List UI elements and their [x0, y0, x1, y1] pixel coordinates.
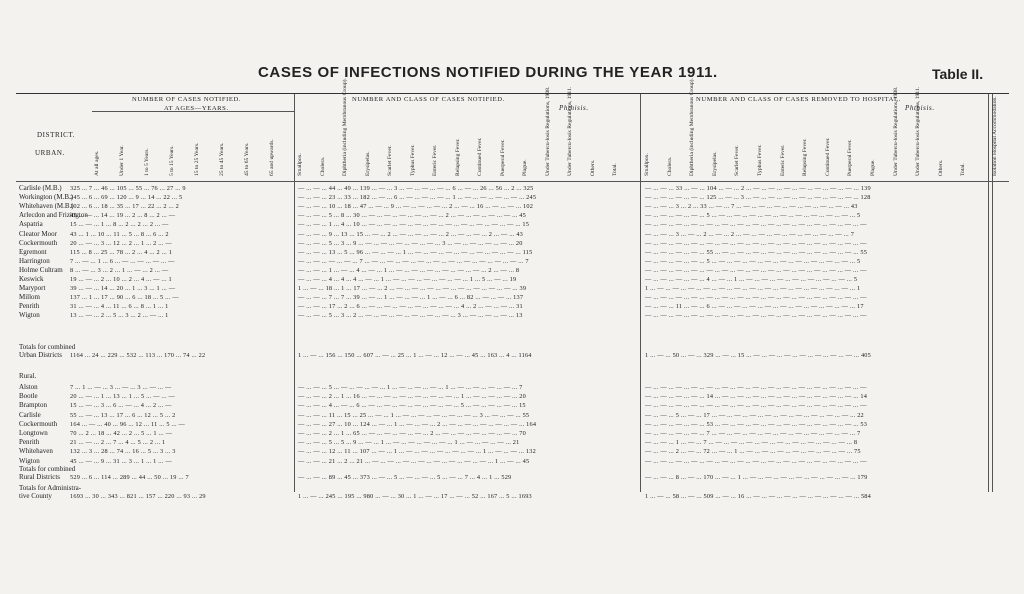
- removed-column-heading: Typhus Fever.: [757, 144, 763, 176]
- district-name: Urban Districts: [19, 351, 62, 359]
- ages-values: 7 ... — ... 1 ... 6 ... — ... — ... — ... —: [70, 257, 175, 265]
- removed-values: — ... — ... — ... — ... — ... — ... — ... — ... — ... — ... — ... — ... — ... — ... —: [645, 221, 867, 229]
- class-values: 1 ... — ... 156 ... 150 ... 607 ... — ... 25 ... 1 ... — ... 12 ... — ... 45 ... 163 ... 4 ... 1164: [298, 352, 532, 359]
- removed-values: — ... — ... 11 ... — ... 6 ... — ... — ... — ... — ... — ... — ... — ... — ... — ... 17: [645, 303, 864, 311]
- isolation-column-heading: Isolation Hospital Accommodation.: [992, 96, 998, 176]
- district-name: Carlisle: [19, 410, 41, 419]
- ages-class-separator: [294, 94, 295, 492]
- ages-values: 45 ... — ... 14 ... 19 ... 2 ... 8 ... 2 ... —: [70, 212, 176, 220]
- removed-values: — ... — ... 1 ... — ... 7 ... — ... — ... — ... — ... — ... — ... — ... — ... — ... 8: [645, 439, 858, 447]
- ages-values: 115 ... 8 ... 25 ... 78 ... 2 ... 4 ... 2 ... 1: [70, 248, 173, 256]
- removed-column-heading: Relapsing Fever.: [802, 138, 809, 176]
- class-column-heading: Relapsing Fever.: [454, 138, 461, 176]
- age-column-heading: 45 to 65 Years.: [244, 142, 250, 176]
- removed-column-heading: Others.: [937, 159, 944, 176]
- removed-column-heading: Puerperal Fever.: [847, 139, 854, 176]
- removed-values: — ... — ... — ... — ... — ... — ... — ... — ... — ... — ... — ... — ... — ... — ... —: [645, 294, 867, 302]
- ages-values: 70 ... 2 ... 18 ... 42 ... 2 ... 5 ... 1 ... —: [70, 430, 173, 437]
- removed-values: — ... — ... — ... — ... 5 ... — ... — ... — ... — ... — ... — ... — ... — ... — ... 5: [645, 212, 861, 220]
- class-values: — ... — ... 10 ... 18 ... 47 ... — ... 9 ... — ... — ... — ... 2 ... — ... 16 ... — ... — ... 102: [298, 203, 534, 211]
- removed-group-heading: NUMBER AND CLASS OF CASES REMOVED TO HOSPITAL.: [696, 96, 901, 103]
- removed-values: 1 ... — ... 50 ... — ... 329 ... — ... 15 ... — ... — ... — ... — ... — ... — ... — ... 405: [645, 352, 871, 359]
- ages-values: 1693 ... 30 ... 343 ... 821 ... 157 ... 220 ... 93 ... 29: [70, 493, 206, 500]
- removed-values: — ... — ... — ... — ... 7 ... — ... — ... — ... — ... — ... — ... — ... — ... — ... 7: [645, 430, 861, 437]
- class-values: — ... — ... 2 ... 1 ... 65 ... — ... — ... — ... — ... 2 ... — ... — ... — ... — ... — ... 70: [298, 430, 526, 437]
- ages-values: 15 ... — ... 1 ... 8 ... 2 ... 2 ... 2 ... —: [70, 221, 169, 229]
- removed-column-heading: Smallpox.: [644, 153, 650, 176]
- class-column-heading: Smallpox.: [297, 153, 303, 176]
- district-name: Cockermouth: [19, 419, 58, 428]
- class-column-heading: Continued Fever.: [477, 137, 483, 176]
- district-name: Cockermouth: [19, 238, 58, 247]
- ages-values: 13 ... — ... 2 ... 5 ... 3 ... 2 ... — ... 1: [70, 312, 169, 320]
- ages-values: 43 ... 1 ... 10 ... 11 ... 5 ... 8 ... 6 ... 2: [70, 230, 169, 238]
- district-name: Penrith: [19, 302, 40, 311]
- ages-values: 1164 ... 24 ... 229 ... 532 ... 113 ... 170 ... 74 ... 22: [70, 352, 206, 359]
- class-values: — ... — ... 21 ... 2 ... 21 ... — ... — ... — ... — ... — ... — ... — ... — ... 1 ... — ... 45: [298, 457, 530, 465]
- removed-column-heading: Continued Fever.: [824, 137, 831, 176]
- rural-heading: Rural.: [19, 372, 37, 380]
- ages-values: 8 ... — ... 3 ... 2 ... 1 ... — ... 2 ... —: [70, 266, 169, 274]
- phthisis-removed-heading: Phthisis.: [905, 104, 935, 112]
- removed-values: — ... — ... — ... — ... 125 ... — ... 3 ... — ... — ... — ... — ... — ... — ... — ... 128: [645, 194, 871, 202]
- removed-values: — ... — ... — ... — ... — ... — ... — ... — ... — ... — ... — ... — ... — ... — ... —: [645, 402, 867, 410]
- district-name: Workington (M.B.): [19, 193, 74, 202]
- removed-values: — ... — ... — ... — ... — ... — ... — ... — ... — ... — ... — ... — ... — ... — ... —: [645, 457, 867, 465]
- table-number-label: Table II.: [932, 66, 984, 82]
- class-column-heading: Others.: [589, 159, 596, 176]
- removed-column-heading: Under Tubercu-losis Regulations, 1908.: [892, 86, 899, 176]
- removed-values: 1 ... — ... 58 ... — ... 509 ... — ... 16 ... — ... — ... — ... — ... — ... — ... — ... 584: [645, 493, 871, 500]
- removed-values: — ... — ... 3 ... 2 ... 33 ... — ... 7 ... — ... — ... — ... — ... — ... — ... — ... 43: [645, 203, 858, 211]
- class-values: — ... — ... 2 ... 1 ... 16 ... — ... — ... — ... — ... — ... — ... 1 ... — ... — ... — ... 20: [298, 393, 526, 401]
- removed-values: — ... — ... 8 ... — ... 170 ... — ... 1 ... — ... — ... — ... — ... — ... — ... — ... 179: [645, 474, 868, 481]
- ages-values: 31 ... — ... 4 ... 11 ... 6 ... 8 ... 1 ... 1: [70, 303, 169, 311]
- ages-values: 529 ... 6 ... 114 ... 289 ... 44 ... 50 ... 19 ... 7: [70, 474, 189, 481]
- removed-values: — ... — ... — ... — ... 14 ... — ... — ... — ... — ... — ... — ... — ... — ... — ... 14: [645, 393, 868, 401]
- district-name: Wigton: [19, 311, 40, 320]
- removed-values: — ... — ... — ... — ... — ... — ... — ... — ... — ... — ... — ... — ... — ... — ... —: [645, 384, 867, 391]
- table-title: CASES OF INFECTIONS NOTIFIED DURING THE YEAR 1911.: [258, 64, 718, 81]
- class-values: — ... — ... 12 ... 11 ... 107 ... — ... 1 ... — ... — ... — ... — ... — ... 1 ... — ... — ... 132: [298, 448, 536, 456]
- removed-column-heading: Erysipelas.: [711, 151, 718, 176]
- district-name: Wigton: [19, 456, 40, 465]
- district-name: Harrington: [19, 256, 50, 265]
- district-name: Millom: [19, 293, 41, 302]
- class-values: — ... — ... 17 ... 2 ... 6 ... — ... — ... — ... — ... — ... — ... 4 ... 2 ... — ... — ... 31: [298, 303, 523, 311]
- class-column-heading: Plague.: [522, 159, 528, 176]
- ages-values: 39 ... — ... 14 ... 20 ... 1 ... 3 ... 1 ... —: [70, 285, 176, 293]
- district-name: Carlisle (M.B.): [19, 184, 62, 192]
- removed-column-heading: Total.: [960, 163, 967, 176]
- class-column-heading: Under Tubercu-losis Regulations, 1908.: [544, 86, 551, 176]
- class-column-heading: Cholera.: [319, 156, 326, 176]
- district-name: tive County: [19, 492, 52, 500]
- district-name: Egremont: [19, 247, 47, 256]
- ages-values: 15 ... — ... 3 ... 6 ... — ... 4 ... 2 ... —: [70, 402, 172, 410]
- removed-values: — ... — ... — ... — ... — ... — ... — ... — ... — ... — ... — ... — ... — ... — ... —: [645, 312, 867, 320]
- age-column-heading: 5 to 15 Years.: [169, 145, 175, 176]
- total-label: Totals for combined: [19, 343, 76, 351]
- district-name: Keswick: [19, 275, 44, 283]
- class-values: — ... — ... 5 ... 8 ... 30 ... — ... — ... — ... — ... — ... 2 ... — ... — ... — ... — ... 45: [298, 212, 526, 220]
- class-values: — ... — ... 11 ... 15 ... 25 ... — ... 1 ... — ... — ... — ... — ... — ... 3 ... — ... — ... 55: [298, 411, 530, 419]
- district-name: Rural Districts: [19, 473, 61, 481]
- age-column-heading: At all ages.: [94, 150, 100, 176]
- class-values: — ... — ... 5 ... — ... — ... — ... 1 ... — ... — ... — ... 1 ... — ... — ... — ... — ... 7: [298, 384, 523, 391]
- class-values: — ... — ... 13 ... 5 ... 96 ... — ... — ... 1 ... — ... — ... — ... — ... — ... — ... — ... 115: [298, 248, 533, 256]
- ages-values: 102 ... 6 ... 18 ... 35 ... 17 ... 22 ... 2 ... 2: [70, 203, 179, 211]
- class-values: — ... — ... 5 ... 5 ... 9 ... — ... 1 ... — ... — ... — ... — ... 1 ... — ... — ... — ... 21: [298, 439, 520, 447]
- class-values: — ... — ... 9 ... 13 ... 15 ... — ... 2 ... — ... — ... — ... 2 ... — ... — ... 2 ... — ... 43: [298, 230, 524, 238]
- removed-isolation-separator: [988, 94, 989, 492]
- ages-values: 45 ... — ... 9 ... 31 ... 3 ... 1 ... 1 ... —: [70, 457, 172, 465]
- district-name: Penrith: [19, 438, 40, 447]
- district-name: Maryport: [19, 284, 46, 293]
- removed-values: — ... — ... — ... — ... 55 ... — ... — ... — ... — ... — ... — ... — ... — ... — ... 55: [645, 248, 868, 256]
- class-values: — ... — ... 4 ... — ... 6 ... — ... — ... — ... — ... — ... — ... 5 ... — ... — ... — ... 15: [298, 402, 526, 410]
- class-values: 1 ... — ... 245 ... 195 ... 980 ... — ... 30 ... 1 ... — ... 17 ... — ... 52 ... 167 ... 5 ... 1693: [298, 493, 532, 500]
- ages-values: 132 ... 3 ... 28 ... 74 ... 16 ... 5 ... 3 ... 3: [70, 448, 176, 456]
- class-group-heading: NUMBER AND CLASS OF CASES NOTIFIED.: [352, 96, 505, 103]
- removed-column-heading: Cholera.: [666, 156, 673, 176]
- total-label: Totals for combined: [19, 465, 76, 473]
- class-values: — ... — ... 5 ... 3 ... 9 ... — ... — ... — ... — ... — ... 3 ... — ... — ... — ... — ... 20: [298, 239, 523, 247]
- ages-values: 19 ... — ... 2 ... 10 ... 2 ... 4 ... — ... 1: [70, 276, 172, 283]
- district-name: Alston: [19, 383, 38, 391]
- removed-values: — ... — ... — ... — ... 5 ... — ... — ... — ... — ... — ... — ... — ... — ... — ... 5: [645, 257, 861, 265]
- class-values: — ... — ... 23 ... 33 ... 182 ... — ... 6 ... — ... — ... — ... 1 ... — ... — ... — ... — ... 245: [298, 194, 537, 202]
- class-column-heading: Under Tubercu-losis Regulations, 1911.: [567, 86, 573, 176]
- age-column-heading: 1 to 5 Years.: [144, 148, 150, 176]
- removed-column-heading: Diphtheria (including Membranous Croup).: [689, 78, 696, 176]
- urban-heading: URBAN.: [35, 149, 65, 157]
- age-column-heading: Under 1 Year.: [119, 145, 125, 176]
- ages-sub-heading: AT AGES—YEARS.: [164, 105, 229, 112]
- class-values: — ... — ... 7 ... 7 ... 39 ... — ... 1 ... — ... — ... 1 ... — ... 6 ... 82 ... — ... — ... 137: [298, 294, 524, 302]
- age-column-heading: 15 to 25 Years.: [194, 142, 200, 176]
- class-values: — ... — ... — ... — ... 7 ... — ... — ... — ... — ... — ... — ... — ... — ... — ... — ... 7: [298, 257, 529, 265]
- class-column-heading: Puerperal Fever.: [499, 139, 506, 176]
- removed-column-heading: Under Tubercu-losis Regulations, 1911.: [915, 86, 922, 176]
- ages-values: 164 ... — ... 40 ... 96 ... 12 ... 11 ... 5 ... —: [70, 420, 186, 428]
- class-column-heading: Erysipelas.: [364, 151, 371, 176]
- age-column-heading: 65 and upwards.: [269, 139, 275, 176]
- total-label: Totals for Administra-: [19, 484, 82, 492]
- removed-values: — ... — ... — ... — ... 4 ... — ... 1 ... — ... — ... — ... — ... — ... — ... — ... 5: [645, 276, 858, 283]
- class-values: — ... — ... 1 ... 4 ... 10 ... — ... — ... — ... — ... — ... — ... — ... — ... — ... — ... 15: [298, 221, 530, 229]
- removed-values: — ... — ... — ... — ... — ... — ... — ... — ... — ... — ... — ... — ... — ... — ... —: [645, 239, 867, 247]
- ages-group-heading: NUMBER OF CASES NOTIFIED.: [132, 96, 242, 103]
- class-values: — ... — ... 89 ... 45 ... 373 ... — ... 5 ... — ... — ... 5 ... — ... 7 ... 4 ... 1 ... 529: [298, 474, 512, 481]
- class-values: — ... — ... 1 ... — ... 4 ... — ... 1 ... — ... — ... — ... — ... — ... — ... 2 ... — ... 8: [298, 266, 520, 274]
- ages-values: 245 ... 6 ... 69 ... 120 ... 9 ... 14 ... 22 ... 5: [70, 194, 183, 202]
- age-column-heading: 25 to 45 Years.: [219, 142, 225, 176]
- district-name: Brampton: [19, 401, 47, 410]
- class-column-heading: Total.: [612, 163, 618, 176]
- table-top-rule: [16, 93, 1009, 94]
- district-heading: DISTRICT.: [37, 131, 76, 139]
- class-values: 1 ... — ... 18 ... 1 ... 17 ... — ... 2 ... — ... — ... — ... — ... — ... — ... — ... — ... 39: [298, 285, 527, 293]
- district-name: Aspatria: [19, 220, 43, 229]
- class-column-heading: Typhus Fever.: [409, 144, 416, 176]
- header-bottom-rule: [16, 181, 1009, 182]
- class-values: — ... — ... 4 ... 4 ... 4 ... — ... 1 ... — ... — ... — ... — ... — ... 1 ... 5 ... — ... 19: [298, 276, 517, 283]
- removed-values: — ... — ... 33 ... — ... 104 ... — ... 2 ... — ... — ... — ... — ... — ... — ... — ... 139: [645, 185, 871, 192]
- removed-values: — ... — ... — ... — ... — ... — ... — ... — ... — ... — ... — ... — ... — ... — ... —: [645, 266, 867, 274]
- phthisis-heading: Phthisis.: [559, 104, 589, 112]
- class-removed-separator: [640, 94, 641, 492]
- ages-values: 20 ... — ... 1 ... 13 ... 1 ... 5 ... — ... —: [70, 393, 176, 401]
- removed-column-heading: Enteric Fever.: [779, 144, 786, 176]
- district-name: Cleator Moor: [19, 229, 57, 238]
- district-name: Longtown: [19, 429, 48, 437]
- district-name: Whitehaven: [19, 447, 53, 456]
- class-column-heading: Enteric Fever.: [432, 144, 438, 176]
- class-values: — ... — ... 5 ... 3 ... 2 ... — ... — ... — ... — ... — ... — ... 3 ... — ... — ... — ... 13: [298, 312, 523, 320]
- removed-column-heading: Scarlet Fever.: [734, 145, 741, 176]
- class-values: — ... — ... 44 ... 49 ... 139 ... — ... 3 ... — ... — ... — ... 6 ... — ... 26 ... 56 ... 2 ... 325: [298, 185, 534, 192]
- removed-values: — ... — ... 5 ... — ... 17 ... — ... — ... — ... — ... — ... — ... — ... — ... — ... 22: [645, 411, 864, 419]
- removed-values: 1 ... — ... — ... — ... — ... — ... — ... — ... — ... — ... — ... — ... — ... — ... 1: [645, 285, 861, 293]
- ages-values: 20 ... — ... 3 ... 12 ... 2 ... 1 ... 2 ... —: [70, 239, 172, 247]
- class-column-heading: Scarlet Fever.: [387, 145, 393, 176]
- ages-values: 137 ... 1 ... 17 ... 90 ... 6 ... 18 ... 5 ... —: [70, 294, 179, 302]
- class-values: — ... — ... 27 ... 10 ... 124 ... — ... 1 ... — ... — ... 2 ... — ... — ... — ... — ... — ... 164: [298, 420, 537, 428]
- district-name: Arlecdon and Frizington: [19, 211, 88, 220]
- removed-values: — ... — ... 3 ... — ... 2 ... — ... 2 ... — ... — ... — ... — ... — ... — ... — ... 7: [645, 230, 855, 238]
- removed-column-heading: Plague.: [870, 159, 876, 176]
- class-column-heading: Diphtheria (including Membranous Croup).: [342, 78, 348, 176]
- district-name: Bootle: [19, 392, 38, 401]
- district-name: Whitehaven (M.B.): [19, 202, 74, 211]
- removed-values: — ... — ... 2 ... — ... 72 ... — ... 1 ... — ... — ... — ... — ... — ... — ... — ... 75: [645, 448, 861, 456]
- ages-values: 325 ... 7 ... 46 ... 105 ... 55 ... 76 ... 27 ... 9: [70, 185, 186, 192]
- district-name: Holme Cultram: [19, 265, 63, 274]
- ages-values: 55 ... — ... 13 ... 17 ... 6 ... 12 ... 5 ... 2: [70, 411, 176, 419]
- removed-values: — ... — ... — ... — ... 53 ... — ... — ... — ... — ... — ... — ... — ... — ... — ... 53: [645, 420, 868, 428]
- ages-values: 7 ... 1 ... — ... 3 ... — ... 3 ... — ... —: [70, 384, 172, 391]
- ages-values: 21 ... — ... 2 ... 7 ... 4 ... 5 ... 2 ... 1: [70, 439, 166, 447]
